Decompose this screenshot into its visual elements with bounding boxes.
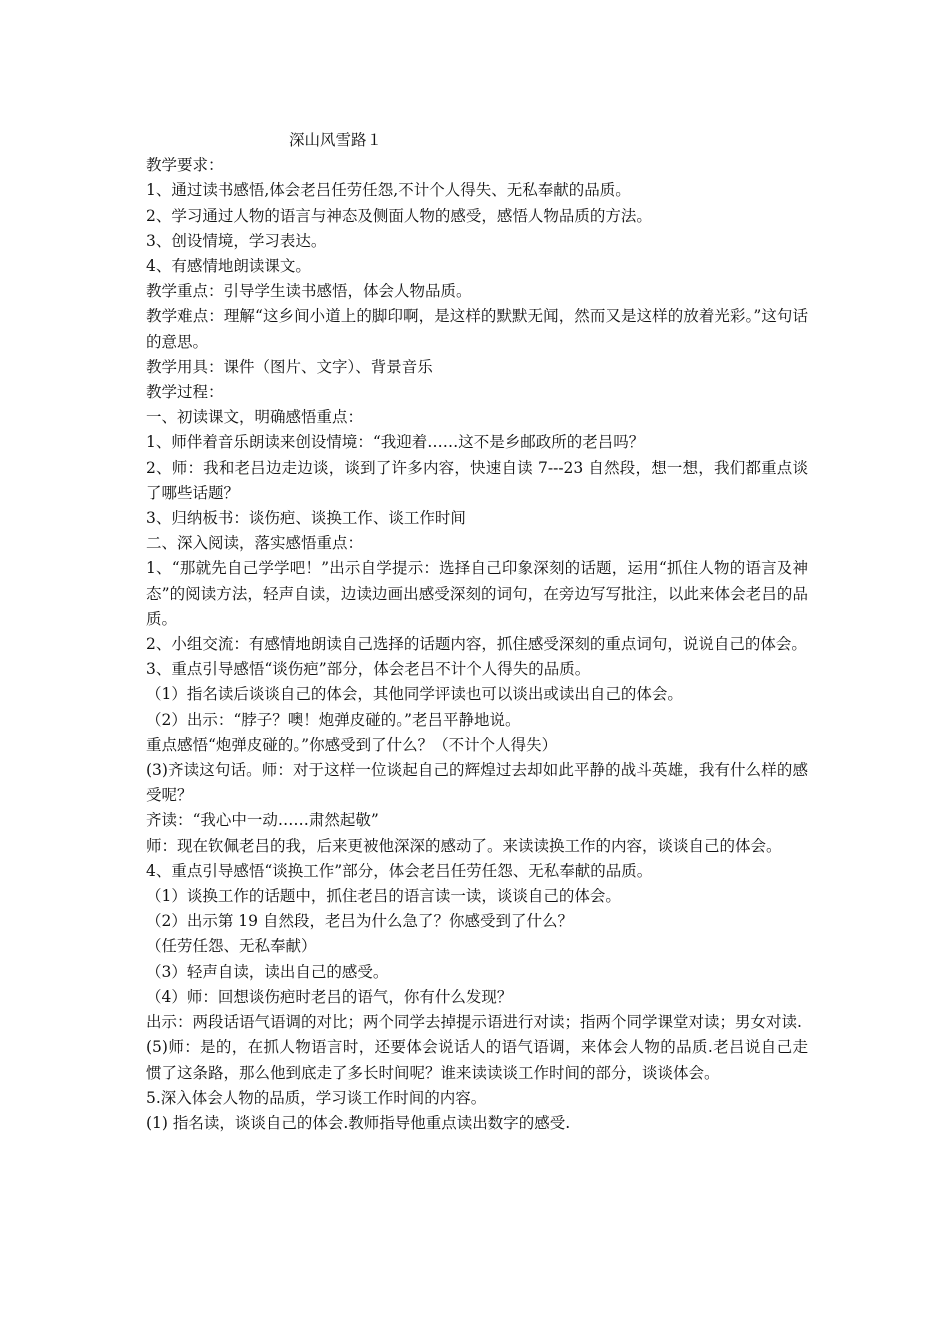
- process-step-2-5: 5.深入体会人物的品质，学习谈工作时间的内容。: [146, 1088, 487, 1107]
- requirement-item-3: 3、创设情境，学习表达。: [146, 231, 327, 250]
- focus-note: 重点感悟“炮弹皮碰的。”你感受到了什么？（不计个人得失）: [146, 735, 558, 754]
- heading-requirements: 教学要求：: [146, 156, 224, 175]
- teaching-focus: 教学重点：引导学生读书感悟，体会人物品质。: [146, 282, 472, 301]
- requirement-item-1: 1、通过读书感悟,体会老吕任劳任怨,不计个人得失、无私奉献的品质。: [146, 181, 631, 200]
- requirement-item-2: 2、学习通过人物的语言与神态及侧面人物的感受，感悟人物品质的方法。: [146, 206, 652, 225]
- teacher-transition: 师：现在钦佩老吕的我，后来更被他深深的感动了。来读读换工作的内容，谈谈自己的体会。: [146, 836, 782, 855]
- document-body: [146, 128, 808, 1136]
- process-step-1-2: 2、师：我和老吕边走边谈，谈到了许多内容，快速自读 7---23 自然段，想一想，我们都重点谈了哪些话题？: [146, 458, 808, 502]
- process-step-1-1: 1、师伴着音乐朗读来创设情境：“我迎着……这不是乡邮政所的老吕吗？: [146, 433, 645, 452]
- process-step-2-3: 3、重点引导感悟“谈伤疤”部分，体会老吕不计个人得失的品质。: [146, 660, 591, 679]
- process-step-2-1: 1、“那就先自己学学吧！”出示自学提示：选择自己印象深刻的话题，运用“抓住人物的语言及神态”的阅读方法，轻声自读，边读边画出感受深刻的词句，在旁边写写批注，以此来体会老吕的品质。: [146, 559, 808, 628]
- substep-4-4: （4）师：回想谈伤疤时老吕的语气，你有什么发现？: [146, 987, 513, 1006]
- process-step-2-4: 4、重点引导感悟“谈换工作”部分，体会老吕任劳任怨、无私奉献的品质。: [146, 861, 653, 880]
- substep-4-1: （1）谈换工作的话题中，抓住老吕的语言读一读，谈谈自己的体会。: [146, 887, 621, 906]
- substep-3: (3)齐读这句话。师：对于这样一位谈起自己的辉煌过去却如此平静的战斗英雄，我有什么样的感受呢？: [146, 761, 808, 805]
- section-heading-1: 一、初读课文，明确感悟重点：: [146, 408, 364, 427]
- section-heading-2: 二、深入阅读，落实感悟重点：: [146, 534, 364, 553]
- contrast-display: 出示：两段话语气语调的对比；两个同学去掉提示语进行对读；指两个同学课堂对读；男女对读.: [146, 1013, 802, 1032]
- teaching-difficulty: 教学难点：理解“这乡间小道上的脚印啊，是这样的默默无闻，然而又是这样的放着光彩。”这句话的意思。: [146, 307, 808, 351]
- substep-4-3: （3）轻声自读，读出自己的感受。: [146, 962, 389, 981]
- document-title: 深山风雪路１: [289, 131, 383, 149]
- requirement-item-4: 4、有感情地朗读课文。: [146, 257, 311, 275]
- substep-2: （2）出示：“脖子？噢！炮弹皮碰的。”老吕平静地说。: [146, 710, 521, 729]
- substep-5-1: (1) 指名读，谈谈自己的体会.教师指导他重点读出数字的感受.: [146, 1113, 571, 1132]
- substep-4-2-note: （任劳任怨、无私奉献）: [146, 937, 317, 956]
- substep-1: （1）指名读后谈谈自己的体会，其他同学评读也可以谈出或读出自己的体会。: [146, 685, 683, 704]
- heading-process: 教学过程：: [146, 383, 224, 402]
- substep-4-2: （2）出示第 19 自然段，老吕为什么急了？你感受到了什么？: [146, 912, 573, 931]
- process-step-1-3: 3、归纳板书：谈伤疤、谈换工作、谈工作时间: [146, 509, 466, 528]
- process-step-2-2: 2、小组交流：有感情地朗读自己选择的话题内容，抓住感受深刻的重点词句，说说自己的体会。: [146, 635, 807, 654]
- teaching-tools: 教学用具：课件（图片、文字）、背景音乐: [146, 357, 433, 376]
- group-reading: 齐读：“我心中一动……肃然起敬”: [146, 811, 379, 830]
- substep-4-5: (5)师：是的，在抓人物语言时，还要体会说话人的语气语调，来体会人物的品质.老吕说自己走惯了这条路，那么他到底走了多长时间呢？谁来读读谈工作时间的部分，谈谈体会。: [146, 1038, 808, 1082]
